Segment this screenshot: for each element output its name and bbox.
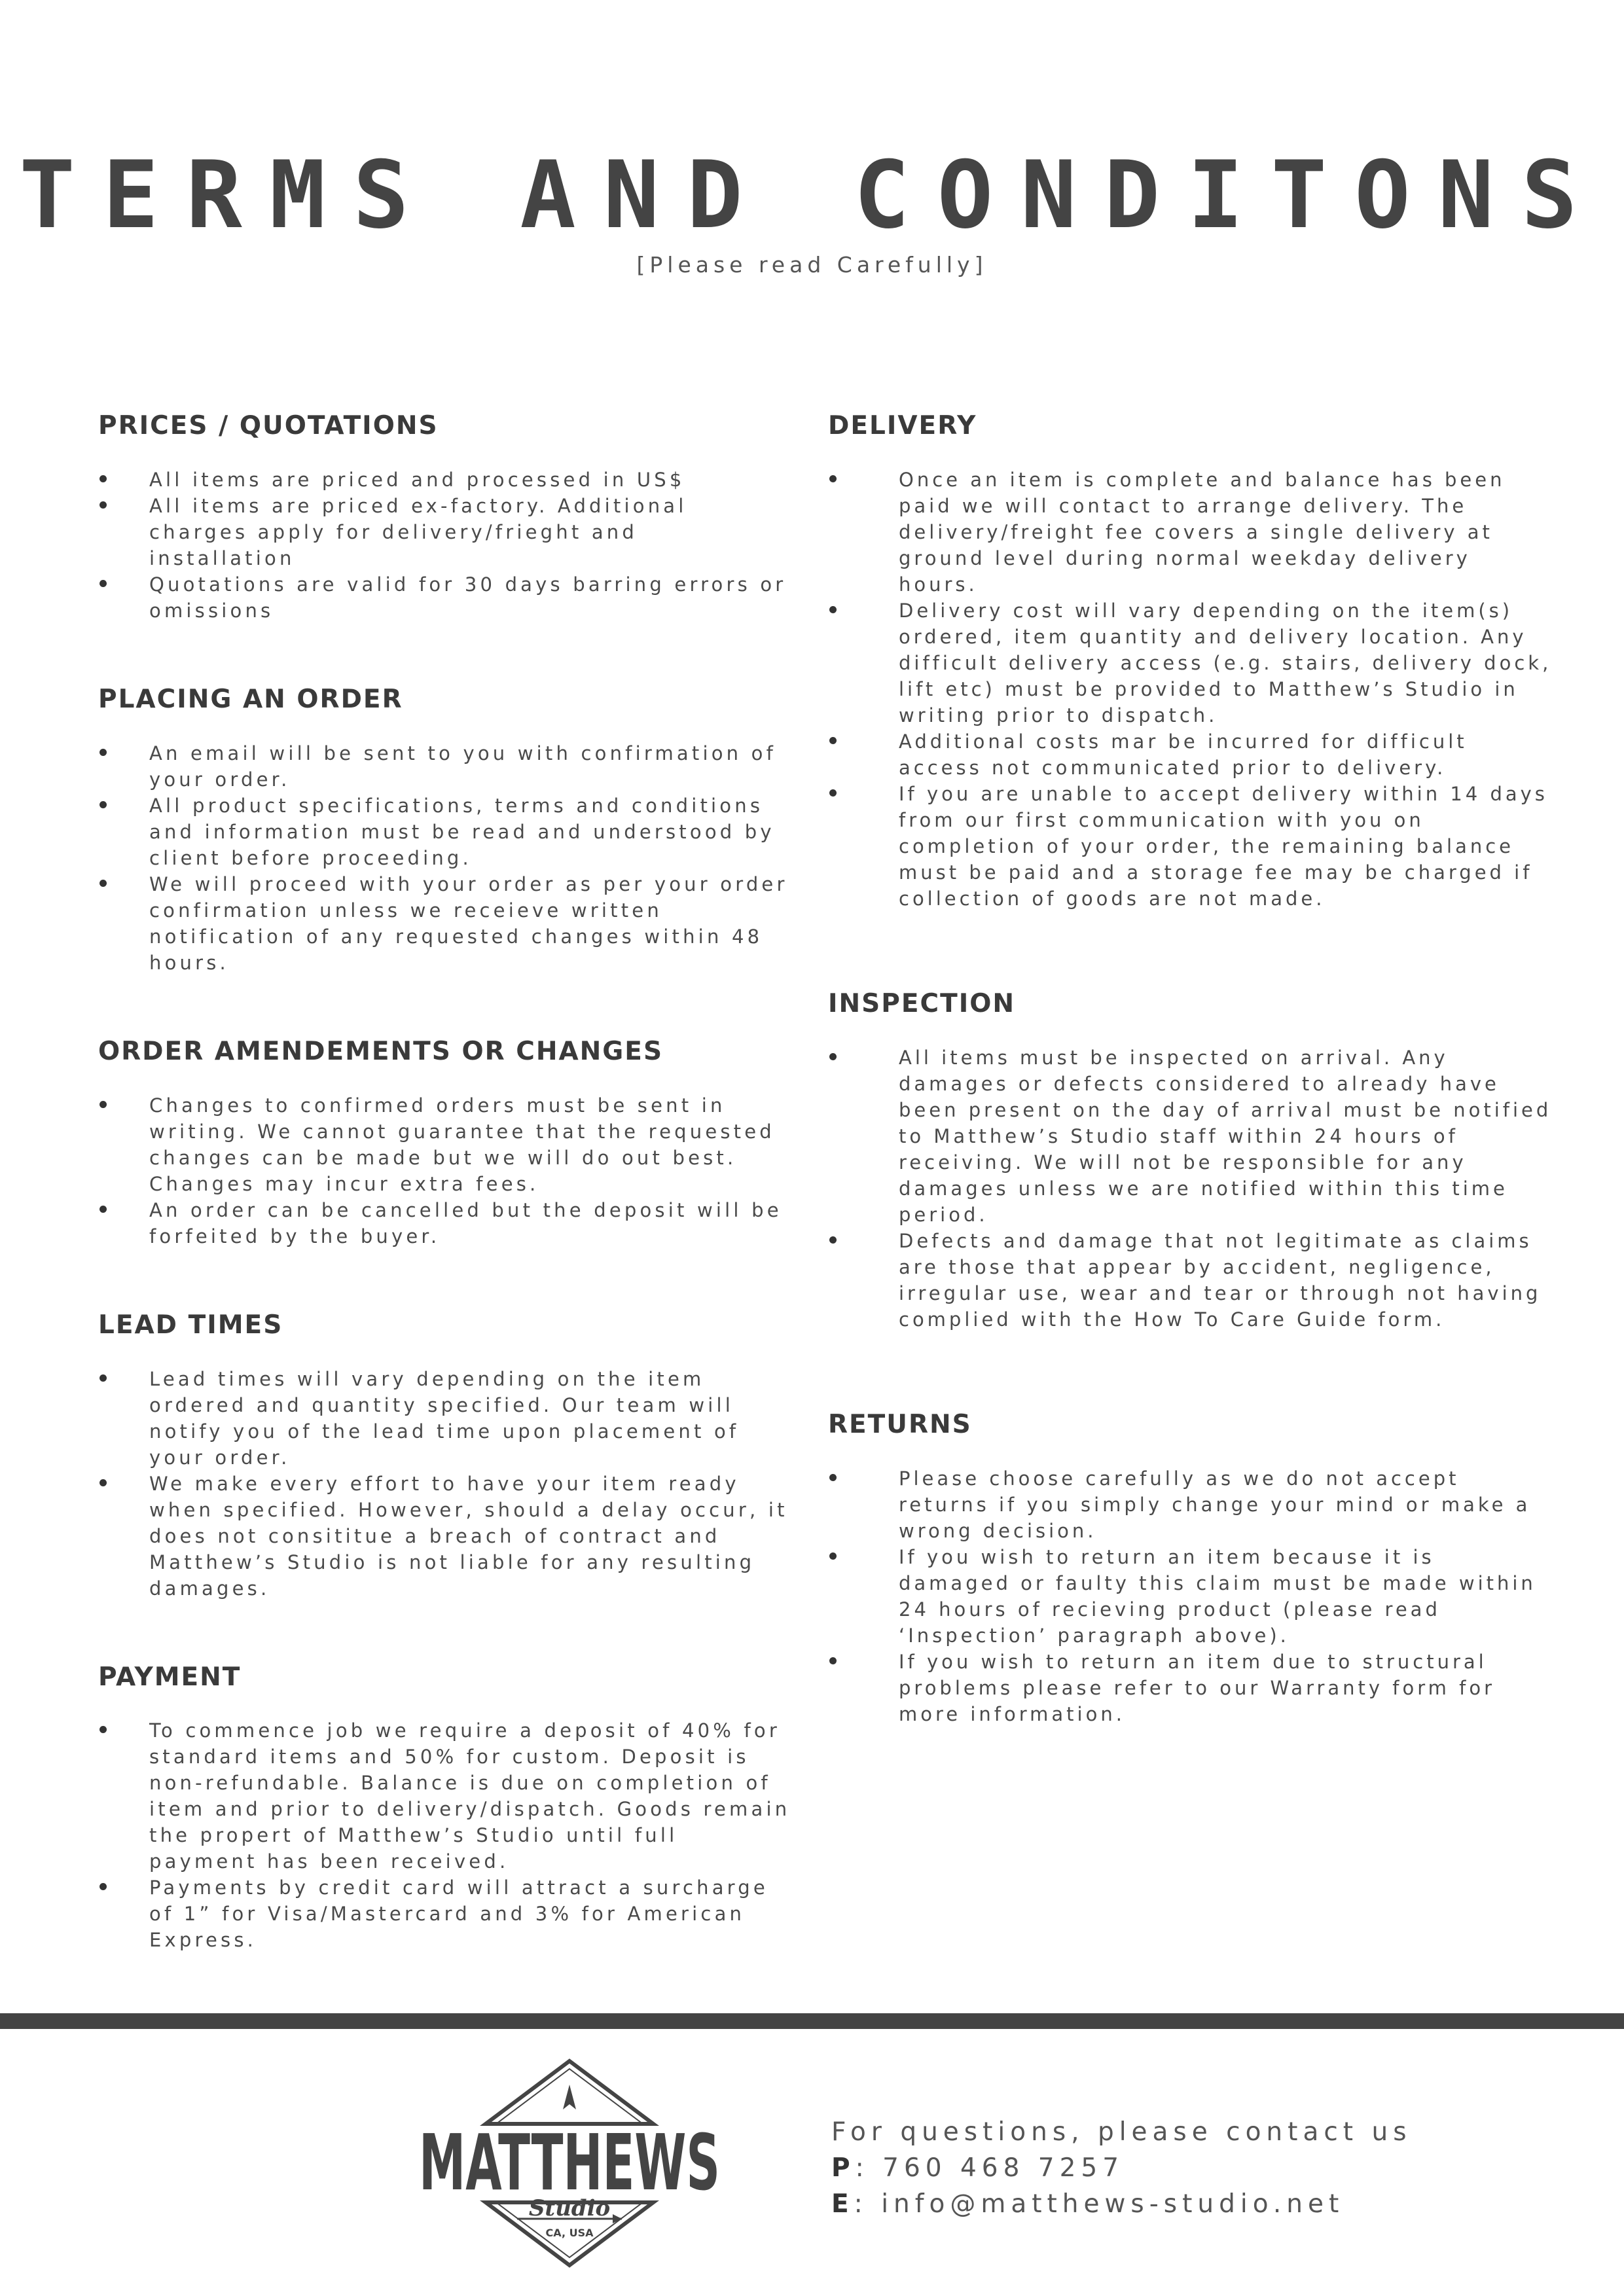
phone-number[interactable]: : 760 468 7257 (855, 2153, 1125, 2183)
list-item: All product specifications, terms and conditions and information must be read and understood by client before proceeding. (98, 793, 792, 871)
list-item: To commence job we require a deposit of 40% for standard items and 50% for custom. Deposit is non-refundable. Balance is due on completion of item and prior to delivery/dispatch. Goods remain the propert of Matthew’s Studio until full payment has been received. (98, 1717, 792, 1874)
section-heading: INSPECTION (828, 988, 1015, 1018)
email-label: E (831, 2189, 854, 2219)
contact-phone-line (831, 2150, 1412, 2186)
list-item: We make every effort to have your item ready when specified. However, should a delay occur, it does not consititue a breach of contract and Matthew’s Studio is not liable for any resulting damages. (98, 1471, 792, 1602)
bullet-list (98, 1092, 792, 1249)
contact-email-line (831, 2186, 1412, 2222)
page-title: TERMS AND CONDITONS (19, 141, 1605, 249)
left-column (98, 412, 792, 1953)
list-item: All items must be inspected on arrival. Any damages or defects considered to already have been present on the day of arrival must be notified to Matthew’s Studio staff within 24 hours of receiving. We will not be responsible for any damages unless we are notified within this time period. (828, 1045, 1555, 1228)
bullet-list (98, 1717, 792, 1953)
arrowhead-icon (563, 2085, 576, 2109)
list-item: All items are priced and processed in US$ (98, 467, 792, 493)
list-item: Additional costs mar be incurred for difficult access not communicated prior to delivery. (828, 728, 1555, 781)
section-heading: LEAD TIMES (98, 1310, 283, 1340)
list-item: Once an item is complete and balance has been paid we will contact to arrange delivery. The delivery/freight fee covers a single delivery at ground level during normal weekday delivery hours. (828, 467, 1555, 598)
list-item: Please choose carefully as we do not accept returns if you simply change your mind or make a wrong decision. (828, 1465, 1555, 1544)
bullet-list (98, 467, 792, 624)
list-item: Payments by credit card will attract a surcharge of 1” for Visa/Mastercard and 3% for American Express. (98, 1874, 792, 1953)
list-item: An order can be cancelled but the deposit will be forfeited by the buyer. (98, 1197, 792, 1249)
list-item: If you wish to return an item because it is damaged or faulty this claim must be made within 24 hours of recieving product (please read ‘Inspection’ paragraph above). (828, 1544, 1555, 1649)
phone-label: P (831, 2153, 856, 2183)
list-item: If you are unable to accept delivery within 14 days from our first communication with you on completion of your order, the remaining balance must be paid and a storage fee may be charged if collection of goods are not made. (828, 781, 1555, 912)
section-heading: ORDER AMENDEMENTS OR CHANGES (98, 1036, 664, 1066)
section-delivery (828, 412, 1555, 912)
footer-divider-bar (0, 2013, 1624, 2029)
list-item: Changes to confirmed orders must be sent in writing. We cannot guarantee that the requested changes can be made but we will do out best. Changes may incur extra fees. (98, 1092, 792, 1197)
section-lead-times (98, 1312, 792, 1602)
list-item: If you wish to return an item due to structural problems please refer to our Warranty form for more information. (828, 1649, 1555, 1727)
logo-script: Studio (528, 2195, 611, 2221)
list-item: We will proceed with your order as per your order confirmation unless we receieve written notification of any requested changes within 48 hours. (98, 871, 792, 976)
list-item: Delivery cost will vary depending on the item(s) ordered, item quantity and delivery location. Any difficult delivery access (e.g. stairs, delivery dock, lift etc) must be provided to Matthew’s Studio in writing prior to dispatch. (828, 598, 1555, 728)
section-placing-an-order (98, 686, 792, 976)
list-item: Quotations are valid for 30 days barring errors or omissions (98, 571, 792, 624)
section-payment (98, 1664, 792, 1954)
list-item: An email will be sent to you with confirmation of your order. (98, 740, 792, 793)
bullet-list (98, 1366, 792, 1602)
right-column (828, 412, 1555, 1727)
list-item: Lead times will vary depending on the item ordered and quantity specified. Our team will notify you of the lead time upon placement of your order. (98, 1366, 792, 1471)
matthews-studio-logo (412, 2058, 727, 2268)
email-address[interactable]: : info@matthews-studio.net (854, 2189, 1344, 2219)
page-subtitle: [Please read Carefully] (636, 252, 988, 278)
logo-wordmark: MATTHEWS (419, 2117, 720, 2208)
list-item: Defects and damage that not legitimate as claims are those that appear by accident, negligence, irregular use, wear and tear or through not having complied with the How To Care Guide form. (828, 1228, 1555, 1333)
section-order-amendments (98, 1038, 792, 1249)
bullet-list (828, 467, 1555, 912)
contact-block (831, 2114, 1412, 2222)
section-heading: PAYMENT (98, 1662, 242, 1692)
contact-intro: For questions, please contact us (831, 2117, 1412, 2147)
section-inspection (828, 990, 1555, 1333)
section-prices-quotations (98, 412, 792, 624)
logo-location: CA, USA (545, 2227, 594, 2239)
bullet-list (828, 1045, 1555, 1333)
bullet-list (828, 1465, 1555, 1727)
section-heading: PLACING AN ORDER (98, 684, 403, 714)
section-heading: DELIVERY (828, 411, 977, 440)
section-heading: PRICES / QUOTATIONS (98, 411, 439, 440)
list-item: All items are priced ex-factory. Additional charges apply for delivery/frieght and installation (98, 493, 792, 571)
section-heading: RETURNS (828, 1409, 972, 1439)
section-returns (828, 1411, 1555, 1727)
bullet-list (98, 740, 792, 976)
